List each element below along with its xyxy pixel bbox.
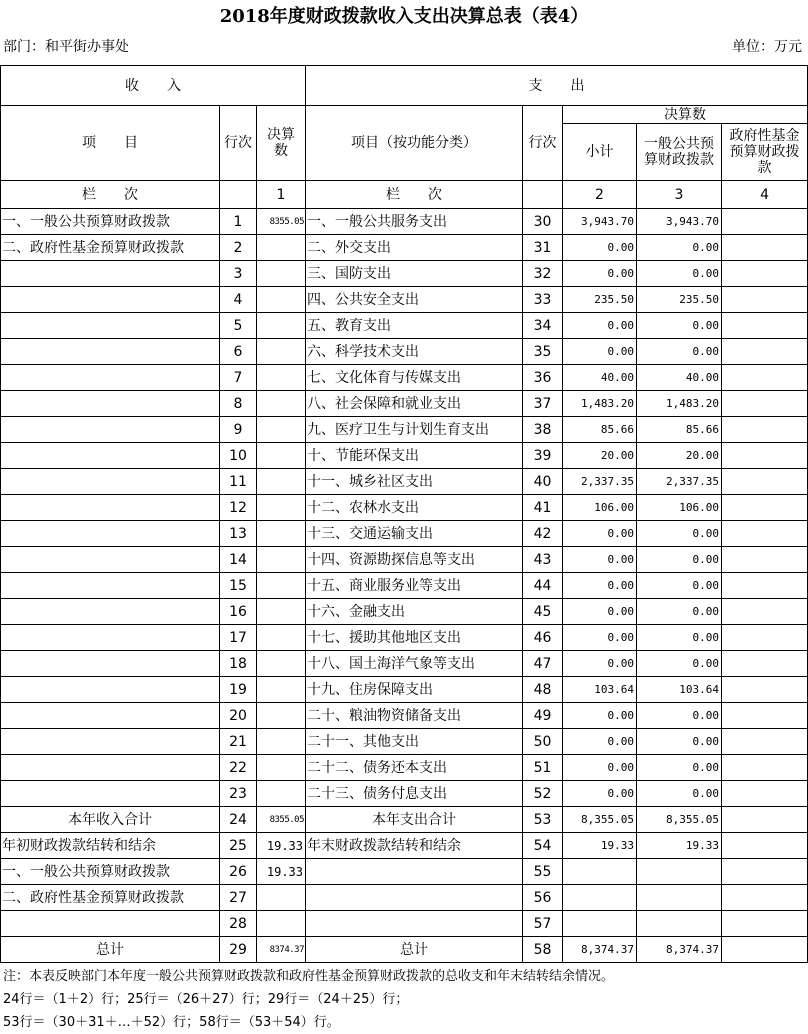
income-amount-cell: 8355.05	[257, 807, 306, 833]
income-row-number: 12	[220, 495, 257, 521]
general-budget-cell: 0.00	[637, 339, 722, 365]
income-amount-cell	[257, 729, 306, 755]
expense-row-number: 48	[523, 677, 563, 703]
table-row	[1, 547, 808, 573]
expense-item-cell: 二十二、债务还本支出	[306, 755, 523, 781]
income-amount-cell	[257, 677, 306, 703]
table-row	[1, 261, 808, 287]
expense-row-number: 43	[523, 547, 563, 573]
gov-fund-cell	[722, 729, 808, 755]
income-row-number: 21	[220, 729, 257, 755]
table-row	[1, 599, 808, 625]
income-row-number: 5	[220, 313, 257, 339]
gov-fund-cell	[722, 807, 808, 833]
report-title: 2018年度财政拨款收入支出决算总表（表4）	[219, 6, 589, 27]
income-row-number: 17	[220, 625, 257, 651]
income-amount-cell	[257, 885, 306, 911]
expense-row-number: 37	[523, 391, 563, 417]
income-item-cell	[1, 495, 220, 521]
income-item-cell	[1, 573, 220, 599]
expense-item-cell: 八、社会保障和就业支出	[306, 391, 523, 417]
general-budget-cell: 0.00	[637, 547, 722, 573]
gov-fund-cell	[722, 755, 808, 781]
income-amount-cell	[257, 911, 306, 937]
income-amount-cell	[257, 703, 306, 729]
gov-fund-cell	[722, 209, 808, 235]
income-row-number: 11	[220, 469, 257, 495]
income-amount-cell	[257, 469, 306, 495]
subtotal-cell: 8,374.37	[563, 937, 637, 963]
income-amount-cell	[257, 781, 306, 807]
income-row-number: 8	[220, 391, 257, 417]
gov-fund-cell	[722, 937, 808, 963]
juesuanshu-header: 决算数	[563, 106, 808, 124]
expense-item-cell	[306, 859, 523, 885]
subtotal-cell: 19.33	[563, 833, 637, 859]
income-row-number: 16	[220, 599, 257, 625]
gov-fund-cell	[722, 261, 808, 287]
general-budget-cell: 2,337.35	[637, 469, 722, 495]
gov-fund-cell	[722, 235, 808, 261]
income-amount-cell	[257, 365, 306, 391]
table-row	[1, 755, 808, 781]
income-row-number: 22	[220, 755, 257, 781]
subtotal-cell: 40.00	[563, 365, 637, 391]
table-row	[1, 885, 808, 911]
income-item-cell	[1, 911, 220, 937]
expense-item-cell: 本年支出合计	[306, 807, 523, 833]
income-item-cell: 年初财政拨款结转和结余	[1, 833, 220, 859]
general-budget-cell: 1,483.20	[637, 391, 722, 417]
income-amount-cell	[257, 625, 306, 651]
general-budget-cell: 103.64	[637, 677, 722, 703]
expense-row-number: 35	[523, 339, 563, 365]
table-row	[1, 703, 808, 729]
expense-row-number: 47	[523, 651, 563, 677]
expense-row-number: 57	[523, 911, 563, 937]
subtotal-cell: 0.00	[563, 261, 637, 287]
income-amount-cell: 8374.37	[257, 937, 306, 963]
income-amount-cell	[257, 339, 306, 365]
table-row	[1, 781, 808, 807]
subtotal-cell: 106.00	[563, 495, 637, 521]
income-row-number: 28	[220, 911, 257, 937]
gov-fund-cell	[722, 859, 808, 885]
expense-row-number: 55	[523, 859, 563, 885]
unit-label: 单位：万元	[732, 39, 802, 55]
general-budget-cell: 0.00	[637, 729, 722, 755]
table-row	[1, 469, 808, 495]
gov-fund-cell	[722, 313, 808, 339]
gov-fund-cell	[722, 547, 808, 573]
income-amount-cell	[257, 573, 306, 599]
expense-row-number: 36	[523, 365, 563, 391]
subtotal-cell: 0.00	[563, 339, 637, 365]
table-row	[1, 209, 808, 235]
expense-item-cell: 十四、资源勘探信息等支出	[306, 547, 523, 573]
income-row-number: 2	[220, 235, 257, 261]
income-item-cell	[1, 729, 220, 755]
subtotal-header: 小计	[563, 124, 637, 181]
table-row	[1, 807, 808, 833]
general-budget-cell: 106.00	[637, 495, 722, 521]
subtotal-cell: 0.00	[563, 235, 637, 261]
gov-fund-cell	[722, 287, 808, 313]
table-row	[1, 677, 808, 703]
notes	[3, 965, 614, 1034]
gov-fund-cell	[722, 625, 808, 651]
subtotal-cell: 8,355.05	[563, 807, 637, 833]
gov-fund-cell	[722, 469, 808, 495]
expense-item-cell: 三、国防支出	[306, 261, 523, 287]
subtotal-cell: 235.50	[563, 287, 637, 313]
lanci-left: 栏 次	[1, 181, 220, 209]
gov-fund-cell	[722, 833, 808, 859]
income-amount-cell	[257, 443, 306, 469]
income-item-cell	[1, 339, 220, 365]
subtotal-cell: 0.00	[563, 781, 637, 807]
income-row-number: 20	[220, 703, 257, 729]
income-item-cell	[1, 521, 220, 547]
income-item-cell: 总计	[1, 937, 220, 963]
income-amount-header: 决算数	[257, 106, 306, 181]
income-item-cell: 二、政府性基金预算财政拨款	[1, 235, 220, 261]
gov-fund-cell	[722, 443, 808, 469]
income-row-number: 25	[220, 833, 257, 859]
general-budget-cell: 0.00	[637, 599, 722, 625]
col-index-2: 2	[563, 181, 637, 209]
gov-fund-cell	[722, 573, 808, 599]
subtotal-cell: 0.00	[563, 521, 637, 547]
subtotal-cell: 0.00	[563, 573, 637, 599]
lanci-empty-2	[523, 181, 563, 209]
income-row-number: 6	[220, 339, 257, 365]
subtotal-cell: 85.66	[563, 417, 637, 443]
expense-item-cell: 五、教育支出	[306, 313, 523, 339]
note-line: 24行＝（1＋2）行；25行＝（26＋27）行；29行＝（24＋25）行；	[3, 992, 409, 1007]
income-item-cell	[1, 677, 220, 703]
subtotal-cell: 103.64	[563, 677, 637, 703]
income-row-number: 27	[220, 885, 257, 911]
income-item-cell	[1, 651, 220, 677]
income-item-cell	[1, 391, 220, 417]
subtotal-cell: 20.00	[563, 443, 637, 469]
header-row-1	[1, 66, 808, 106]
col-index-1: 1	[257, 181, 306, 209]
expense-item-cell: 十五、商业服务业等支出	[306, 573, 523, 599]
gov-fund-cell	[722, 651, 808, 677]
expense-row-number: 30	[523, 209, 563, 235]
expense-item-cell: 十六、金融支出	[306, 599, 523, 625]
gov-fund-cell	[722, 885, 808, 911]
table-row	[1, 625, 808, 651]
general-budget-cell: 0.00	[637, 313, 722, 339]
expense-row-number: 41	[523, 495, 563, 521]
table-row	[1, 573, 808, 599]
expense-row-number: 52	[523, 781, 563, 807]
gov-fund-cell	[722, 781, 808, 807]
table-row	[1, 365, 808, 391]
expense-item-cell: 四、公共安全支出	[306, 287, 523, 313]
general-budget-cell: 0.00	[637, 625, 722, 651]
income-amount-cell	[257, 755, 306, 781]
table-row	[1, 391, 808, 417]
subtotal-cell: 0.00	[563, 729, 637, 755]
general-budget-header: 一般公共预算财政拨款	[637, 124, 722, 181]
general-budget-cell: 40.00	[637, 365, 722, 391]
general-budget-cell: 20.00	[637, 443, 722, 469]
subtotal-cell: 0.00	[563, 703, 637, 729]
expense-item-header: 项目（按功能分类）	[306, 106, 523, 181]
income-amount-cell	[257, 261, 306, 287]
expense-item-cell: 十八、国土海洋气象等支出	[306, 651, 523, 677]
general-budget-cell: 0.00	[637, 573, 722, 599]
income-row-number: 14	[220, 547, 257, 573]
general-budget-cell: 8,374.37	[637, 937, 722, 963]
income-amount-cell	[257, 391, 306, 417]
income-amount-cell	[257, 547, 306, 573]
income-item-cell	[1, 261, 220, 287]
gov-fund-cell	[722, 495, 808, 521]
expense-row-number: 39	[523, 443, 563, 469]
income-amount-cell	[257, 287, 306, 313]
general-budget-cell: 235.50	[637, 287, 722, 313]
gov-fund-cell	[722, 703, 808, 729]
gov-fund-cell	[722, 365, 808, 391]
subtotal-cell: 2,337.35	[563, 469, 637, 495]
table-row	[1, 313, 808, 339]
note-line: 注：本表反映部门本年度一般公共预算财政拨款和政府性基金预算财政拨款的总收支和年末结转结余情况。	[3, 969, 615, 984]
income-row-number: 23	[220, 781, 257, 807]
expense-row-number: 50	[523, 729, 563, 755]
lanci-empty-1	[220, 181, 257, 209]
expense-item-cell: 二十、粮油物资储备支出	[306, 703, 523, 729]
expense-row-number: 31	[523, 235, 563, 261]
subtotal-cell: 0.00	[563, 313, 637, 339]
general-budget-cell: 0.00	[637, 521, 722, 547]
subtotal-cell: 0.00	[563, 755, 637, 781]
income-amount-cell	[257, 651, 306, 677]
income-row-number: 7	[220, 365, 257, 391]
gov-fund-cell	[722, 339, 808, 365]
general-budget-cell: 0.00	[637, 781, 722, 807]
expense-item-cell: 一、一般公共服务支出	[306, 209, 523, 235]
income-header: 收 入	[1, 66, 306, 106]
gov-fund-cell	[722, 417, 808, 443]
general-budget-cell: 19.33	[637, 833, 722, 859]
gov-fund-cell	[722, 911, 808, 937]
income-row-number: 24	[220, 807, 257, 833]
income-item-cell	[1, 781, 220, 807]
table-row	[1, 235, 808, 261]
table-row	[1, 443, 808, 469]
subtotal-cell	[563, 885, 637, 911]
table-row	[1, 339, 808, 365]
income-item-cell	[1, 703, 220, 729]
general-budget-cell: 85.66	[637, 417, 722, 443]
expense-item-cell: 九、医疗卫生与计划生育支出	[306, 417, 523, 443]
table-row	[1, 417, 808, 443]
expense-item-cell: 七、文化体育与传媒支出	[306, 365, 523, 391]
expense-header: 支 出	[306, 66, 808, 106]
expense-row-number: 49	[523, 703, 563, 729]
income-row-number: 26	[220, 859, 257, 885]
income-amount-cell: 8355.05	[257, 209, 306, 235]
income-amount-cell	[257, 235, 306, 261]
expense-row-number: 42	[523, 521, 563, 547]
subtotal-cell: 0.00	[563, 625, 637, 651]
table-row	[1, 833, 808, 859]
income-item-cell	[1, 417, 220, 443]
column-index-row	[1, 181, 808, 209]
income-amount-cell	[257, 495, 306, 521]
table-row	[1, 287, 808, 313]
general-budget-cell: 3,943.70	[637, 209, 722, 235]
general-budget-cell: 0.00	[637, 235, 722, 261]
expense-item-cell: 总计	[306, 937, 523, 963]
income-amount-cell	[257, 417, 306, 443]
subtotal-cell: 1,483.20	[563, 391, 637, 417]
income-row-number: 10	[220, 443, 257, 469]
income-hangci-header: 行次	[220, 106, 257, 181]
expense-row-number: 34	[523, 313, 563, 339]
expense-item-cell: 二十三、债务付息支出	[306, 781, 523, 807]
expense-row-number: 53	[523, 807, 563, 833]
income-item-cell: 一、一般公共预算财政拨款	[1, 859, 220, 885]
income-item-header: 项 目	[1, 106, 220, 181]
gov-fund-cell	[722, 599, 808, 625]
table-row	[1, 521, 808, 547]
lanci-right: 栏 次	[306, 181, 523, 209]
expense-hangci-header: 行次	[523, 106, 563, 181]
expense-row-number: 51	[523, 755, 563, 781]
income-item-cell	[1, 625, 220, 651]
income-item-cell: 二、政府性基金预算财政拨款	[1, 885, 220, 911]
income-amount-cell	[257, 313, 306, 339]
general-budget-cell: 0.00	[637, 651, 722, 677]
expense-item-cell: 十九、住房保障支出	[306, 677, 523, 703]
table-row	[1, 495, 808, 521]
expense-row-number: 56	[523, 885, 563, 911]
department-label: 部门：和平街办事处	[3, 39, 129, 55]
expense-item-cell	[306, 885, 523, 911]
subtotal-cell: 0.00	[563, 599, 637, 625]
budget-table	[0, 65, 808, 963]
gov-fund-cell	[722, 521, 808, 547]
expense-row-number: 33	[523, 287, 563, 313]
expense-row-number: 44	[523, 573, 563, 599]
income-item-cell	[1, 287, 220, 313]
income-item-cell	[1, 365, 220, 391]
table-row	[1, 859, 808, 885]
expense-item-cell	[306, 911, 523, 937]
general-budget-cell: 8,355.05	[637, 807, 722, 833]
expense-item-cell: 十三、交通运输支出	[306, 521, 523, 547]
income-row-number: 9	[220, 417, 257, 443]
subtotal-cell	[563, 859, 637, 885]
table-row	[1, 651, 808, 677]
income-item-cell	[1, 469, 220, 495]
expense-item-cell: 十一、城乡社区支出	[306, 469, 523, 495]
gov-fund-cell	[722, 391, 808, 417]
expense-item-cell: 年末财政拨款结转和结余	[306, 833, 523, 859]
expense-item-cell: 十、节能环保支出	[306, 443, 523, 469]
expense-item-cell: 十七、援助其他地区支出	[306, 625, 523, 651]
income-row-number: 15	[220, 573, 257, 599]
table-row	[1, 937, 808, 963]
expense-item-cell: 二、外交支出	[306, 235, 523, 261]
gov-fund-cell	[722, 677, 808, 703]
income-row-number: 13	[220, 521, 257, 547]
income-item-cell	[1, 313, 220, 339]
header-row-2	[1, 106, 808, 124]
income-amount-cell	[257, 599, 306, 625]
income-row-number: 29	[220, 937, 257, 963]
income-item-cell	[1, 547, 220, 573]
income-amount-cell: 19.33	[257, 833, 306, 859]
general-budget-cell: 0.00	[637, 261, 722, 287]
table-row	[1, 911, 808, 937]
income-row-number: 4	[220, 287, 257, 313]
expense-row-number: 54	[523, 833, 563, 859]
note-line: 53行＝（30＋31＋…＋52）行；58行＝（53＋54）行。	[3, 1015, 340, 1030]
subtotal-cell: 3,943.70	[563, 209, 637, 235]
expense-item-cell: 二十一、其他支出	[306, 729, 523, 755]
income-row-number: 19	[220, 677, 257, 703]
expense-row-number: 45	[523, 599, 563, 625]
general-budget-cell	[637, 911, 722, 937]
income-row-number: 3	[220, 261, 257, 287]
income-row-number: 1	[220, 209, 257, 235]
col-index-4: 4	[722, 181, 808, 209]
income-row-number: 18	[220, 651, 257, 677]
income-item-cell	[1, 755, 220, 781]
expense-row-number: 46	[523, 625, 563, 651]
table-row	[1, 729, 808, 755]
col-index-3: 3	[637, 181, 722, 209]
income-item-cell	[1, 599, 220, 625]
gov-fund-header: 政府性基金预算财政拨款	[722, 124, 808, 181]
general-budget-cell	[637, 859, 722, 885]
subtotal-cell: 0.00	[563, 547, 637, 573]
expense-row-number: 58	[523, 937, 563, 963]
subtotal-cell	[563, 911, 637, 937]
general-budget-cell: 0.00	[637, 755, 722, 781]
subtotal-cell: 0.00	[563, 651, 637, 677]
income-amount-cell	[257, 521, 306, 547]
expense-row-number: 38	[523, 417, 563, 443]
general-budget-cell: 0.00	[637, 703, 722, 729]
expense-row-number: 40	[523, 469, 563, 495]
general-budget-cell	[637, 885, 722, 911]
expense-item-cell: 十二、农林水支出	[306, 495, 523, 521]
income-amount-cell: 19.33	[257, 859, 306, 885]
income-item-cell	[1, 443, 220, 469]
income-item-cell: 一、一般公共预算财政拨款	[1, 209, 220, 235]
income-item-cell: 本年收入合计	[1, 807, 220, 833]
expense-row-number: 32	[523, 261, 563, 287]
expense-item-cell: 六、科学技术支出	[306, 339, 523, 365]
